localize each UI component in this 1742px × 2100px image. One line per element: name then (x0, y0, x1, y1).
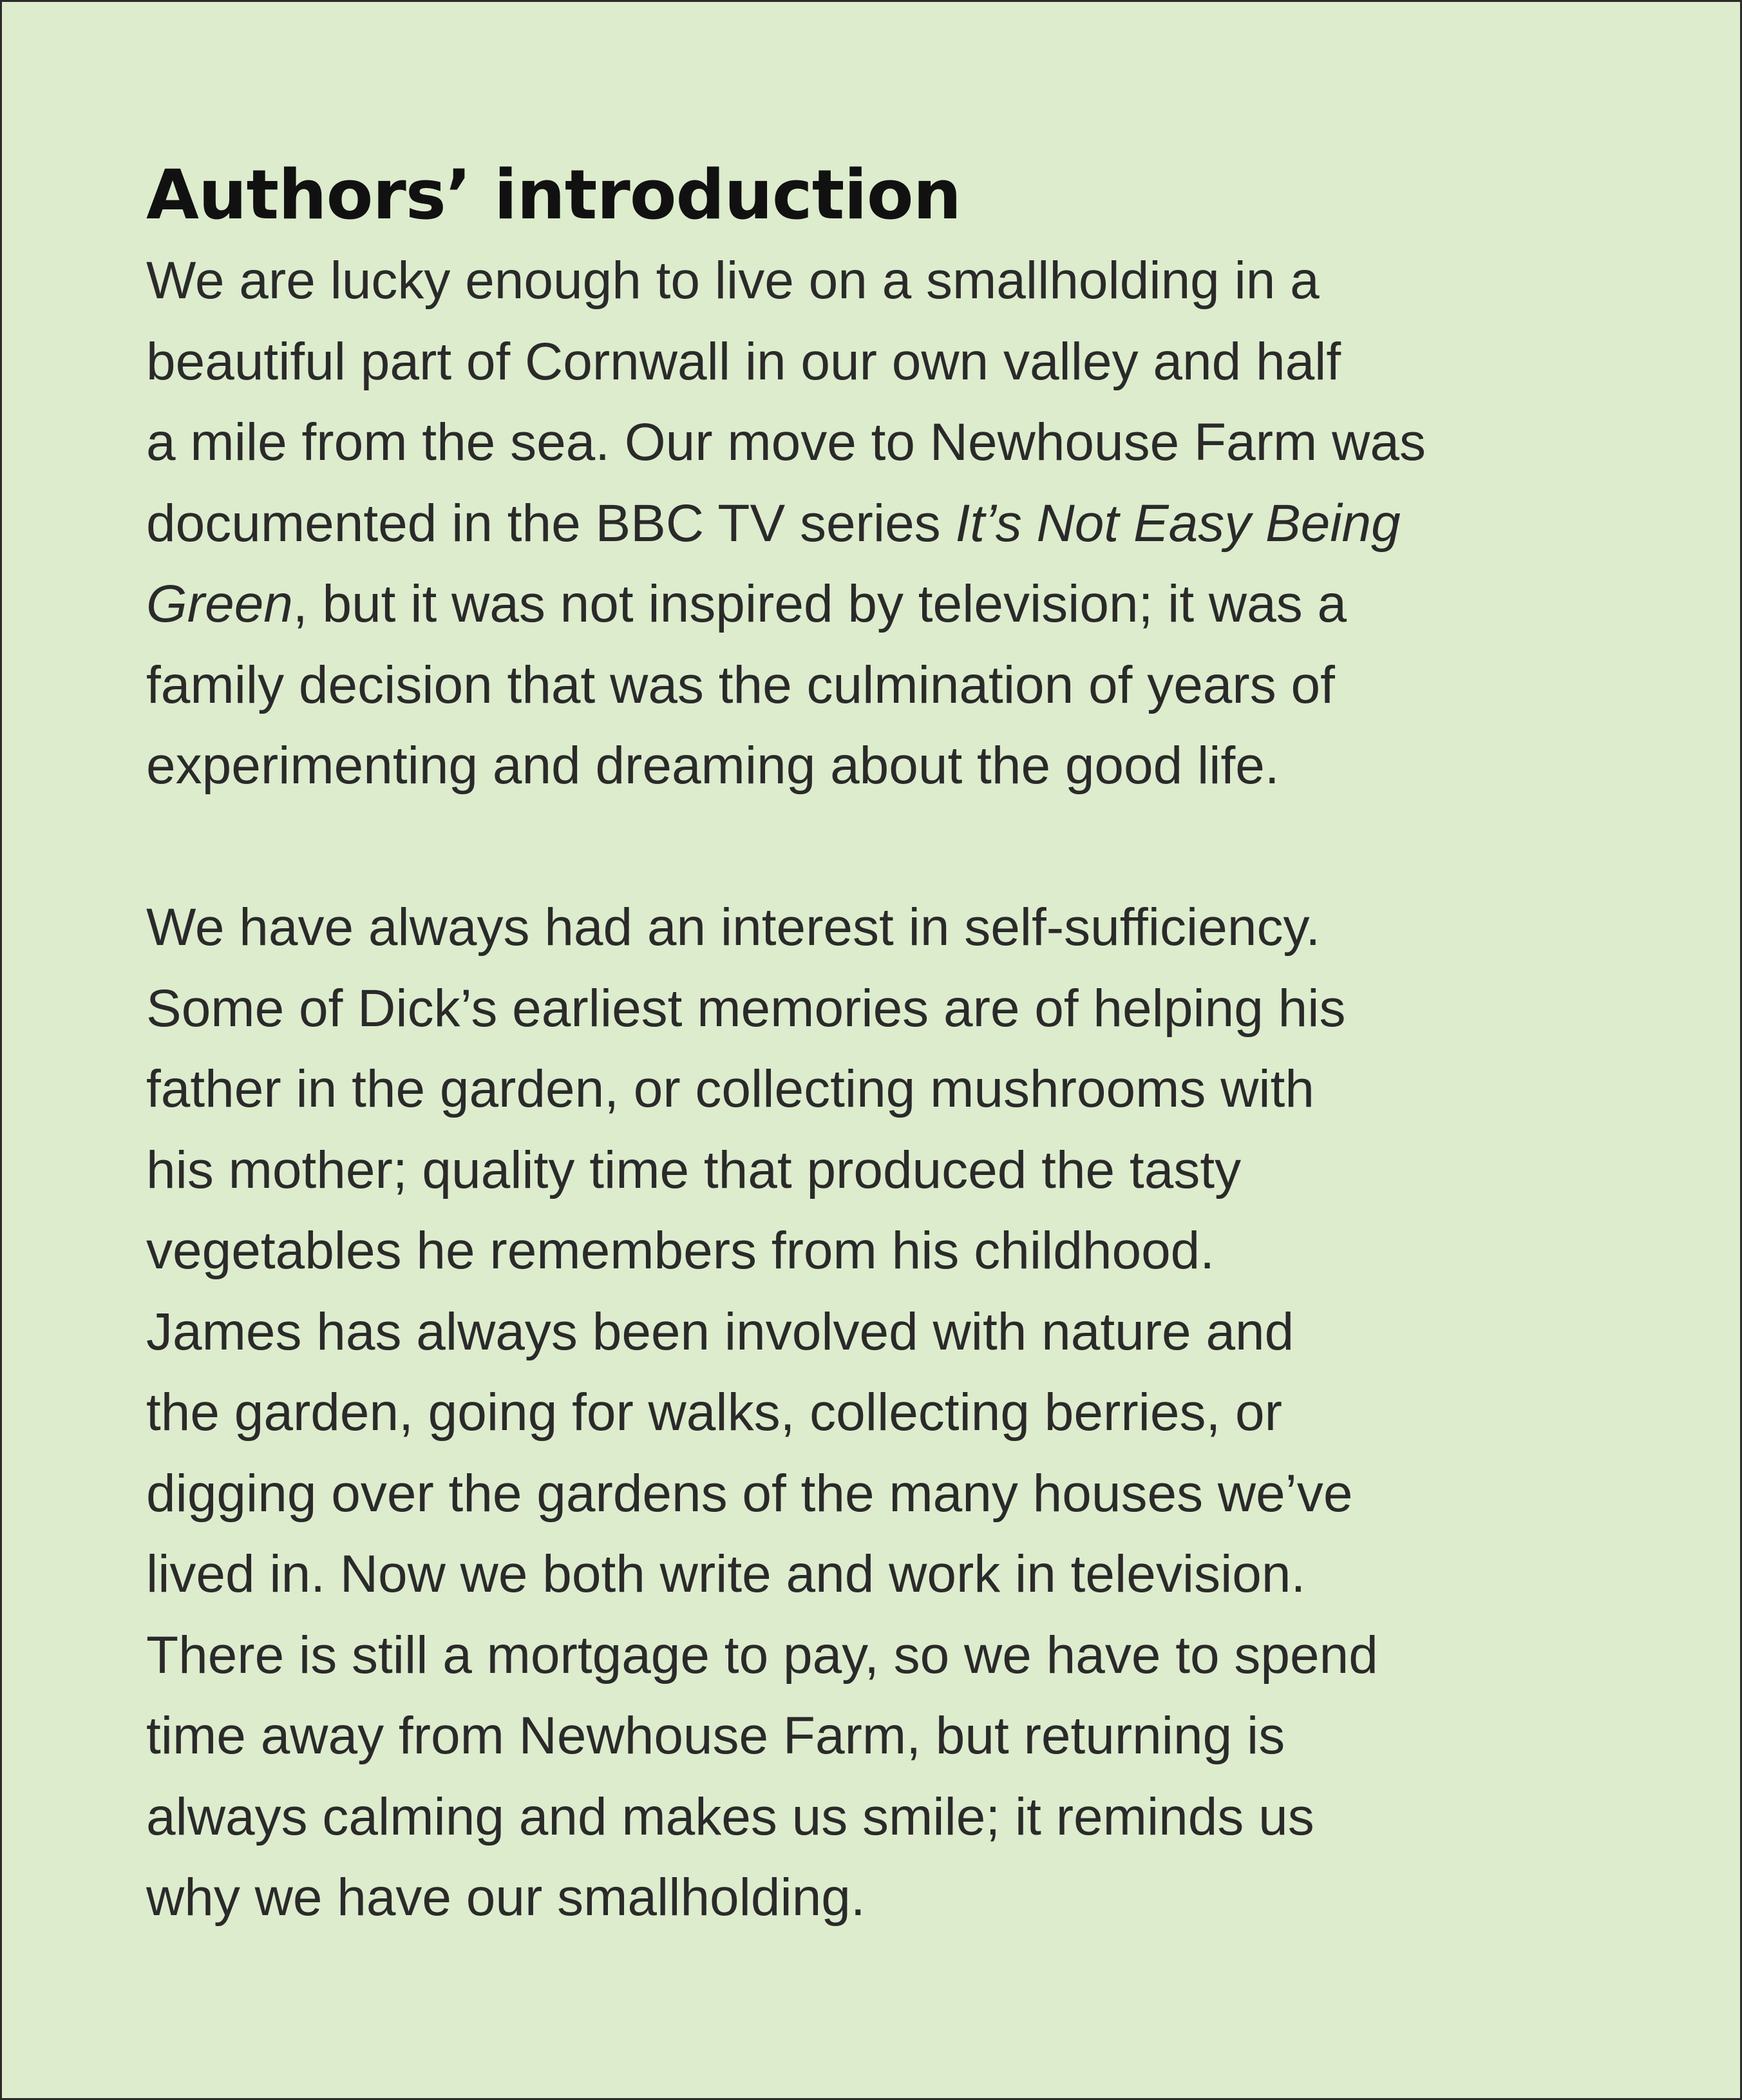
text-line: always calming and makes us smile; it reminds us (146, 1787, 1314, 1846)
page-title: Authors’ introduction (146, 155, 961, 234)
text-line: father in the garden, or collecting mushrooms with (146, 1060, 1315, 1118)
text-line (146, 483, 1627, 564)
text-line: why we have our smallholding. (146, 1868, 866, 1927)
series-title-italic: It’s Not Easy Being (955, 493, 1401, 553)
text-line: his mother; quality time that produced the tasty (146, 1140, 1242, 1199)
text-line (146, 564, 1627, 645)
text-line: digging over the gardens of the many houses we’ve (146, 1464, 1353, 1523)
text-line: experimenting and dreaming about the good life. (146, 736, 1280, 795)
text-line: Some of Dick’s earliest memories are of helping his (146, 978, 1346, 1038)
paragraph-spacer (146, 807, 1627, 888)
text-line: There is still a mortgage to pay, so we have to spend (146, 1625, 1378, 1685)
text-line: the garden, going for walks, collecting berries, or (146, 1383, 1282, 1442)
text-line: a mile from the sea. Our move to Newhouse Farm was (146, 413, 1426, 472)
paragraph-1 (146, 240, 1627, 807)
text-line: lived in. Now we both write and work in television. (146, 1545, 1306, 1603)
text-line: family decision that was the culmination of years of (146, 655, 1335, 714)
paragraph-2 (146, 887, 1627, 1938)
text-line: We are lucky enough to live on a smallholding in a (146, 251, 1320, 310)
text-line: We have always had an interest in self-sufficiency. (146, 898, 1321, 957)
text-line: time away from Newhouse Farm, but returning is (146, 1706, 1285, 1765)
text-run: documented in the BBC TV series (146, 493, 956, 553)
series-title-italic: Green (146, 575, 293, 633)
text-line: James has always been involved with nature and (146, 1302, 1294, 1361)
text-run: , but it was not inspired by television; it was a (292, 575, 1347, 633)
text-line: vegetables he remembers from his childhood. (146, 1221, 1215, 1280)
text-block (146, 150, 1627, 1938)
text-line: beautiful part of Cornwall in our own valley and half (146, 332, 1341, 391)
